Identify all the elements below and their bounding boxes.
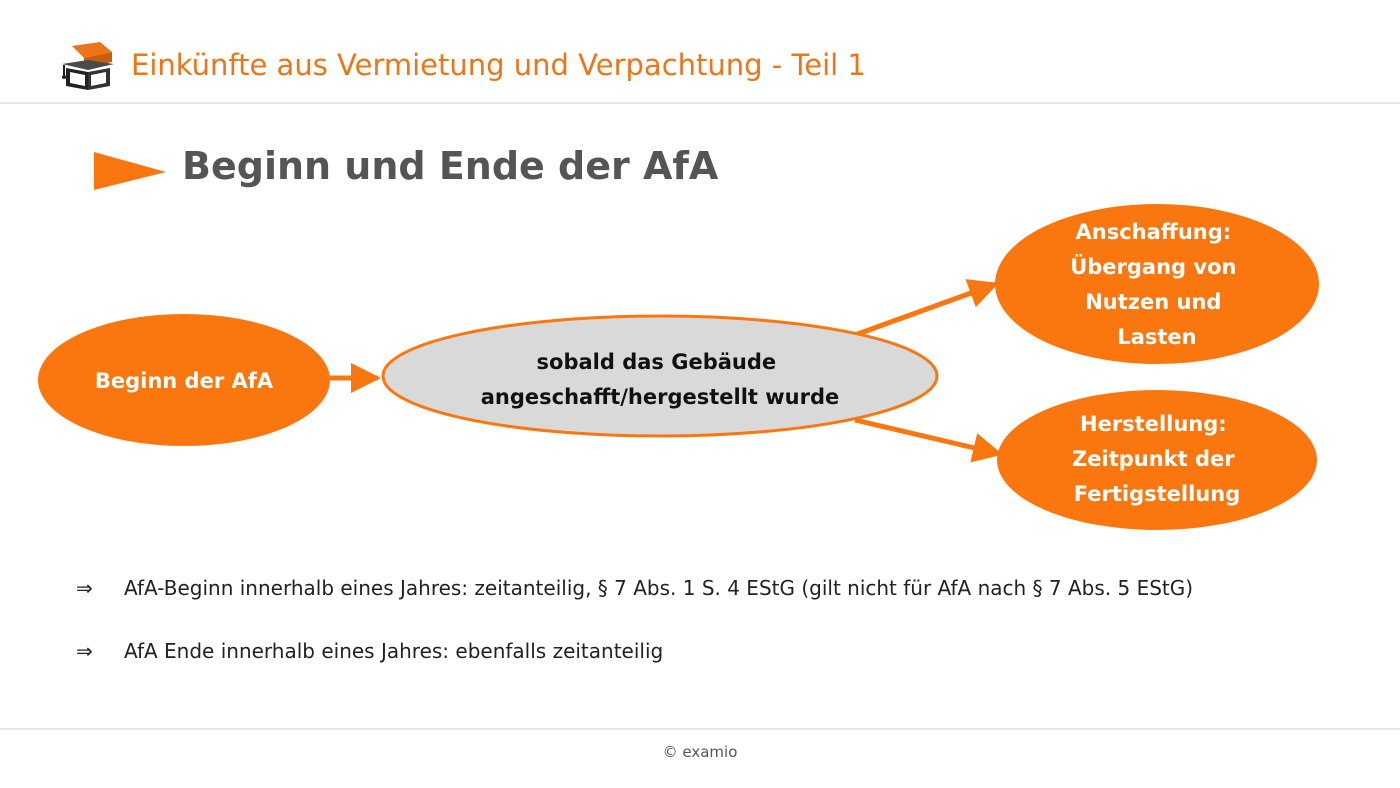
section-title: Beginn und Ende der AfA	[182, 144, 719, 188]
node-top-right-line-1: Anschaffung:	[1075, 220, 1232, 244]
footer-copyright: © examio	[662, 743, 738, 761]
node-center-line-2: angeschafft/hergestellt wurde	[480, 385, 840, 409]
bullet-text: AfA-Beginn innerhalb eines Jahres: zeitanteilig, § 7 Abs. 1 S. 4 EStG (gilt nicht für AfA nach § 7 Abs. 5 EStG)	[124, 576, 1194, 600]
node-top-right-line-3: Nutzen und	[1085, 290, 1222, 314]
footer-divider	[0, 728, 1400, 730]
bullet-item	[76, 576, 1193, 600]
node-start-line-1: Beginn der AfA	[94, 369, 274, 393]
bullet-item	[76, 639, 663, 663]
node-start	[38, 314, 330, 446]
node-bottom-right	[997, 390, 1317, 530]
header-title: Einkünfte aus Vermietung und Verpachtung - Teil 1	[131, 48, 866, 82]
node-bottom-right-line-3: Fertigstellung	[1073, 482, 1241, 506]
node-top-right	[995, 204, 1319, 364]
node-center	[383, 316, 937, 436]
arrow-center-to-top-right	[855, 284, 996, 335]
node-top-right-line-2: Übergang von	[1070, 255, 1237, 279]
node-center-line-1: sobald das Gebäude	[536, 350, 777, 374]
implies-arrow-icon: ⇒	[76, 639, 93, 663]
arrow-center-to-bottom-right	[855, 420, 1000, 454]
node-bottom-right-line-2: Zeitpunkt der	[1072, 447, 1235, 471]
svg-text:Beginn der AfA	[95, 369, 274, 393]
node-bottom-right-line-1: Herstellung:	[1080, 412, 1227, 436]
svg-text:Herstellung: Zeitpunkt d	[1072, 412, 1242, 506]
implies-arrow-icon: ⇒	[76, 576, 93, 600]
node-top-right-line-4: Lasten	[1117, 325, 1197, 349]
bullet-text: AfA Ende innerhalb eines Jahres: ebenfalls zeitanteilig	[124, 639, 664, 663]
